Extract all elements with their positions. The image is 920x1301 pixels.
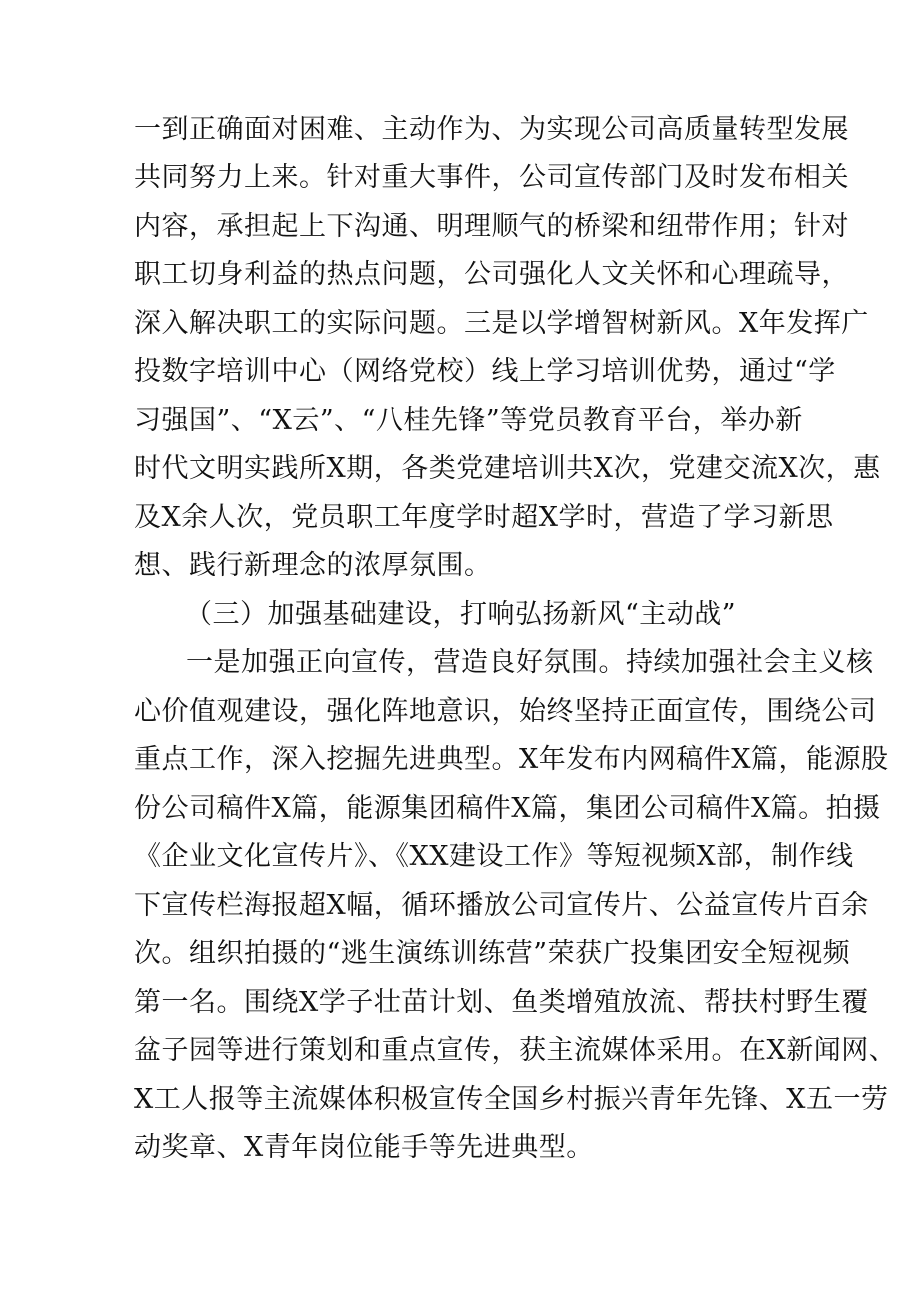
paragraph-2-line-6: 下宣传栏海报超X幅，循环播放公司宣传片、公益宣传片百余 <box>134 890 869 921</box>
paragraph-2-line-9: 盆子园等进行策划和重点宣传，获主流媒体采用。在X新闻网、 <box>134 1035 897 1066</box>
paragraph-2-line-10: X工人报等主流媒体积极宣传全国乡村振兴青年先锋、X五一劳 <box>134 1084 889 1115</box>
paragraph-2-line-8: 第一名。围绕X学子壮苗计划、鱼类增殖放流、帮扶村野生覆 <box>134 987 869 1018</box>
paragraph-2-line-11: 动奖章、X青年岗位能手等先进典型。 <box>134 1132 594 1163</box>
paragraph-1-line-3: 内容，承担起上下沟通、明理顺气的桥梁和纽带作用；针对 <box>134 211 849 242</box>
paragraph-1-line-6: 投数字培训中心（网络党校）线上学习培训优势，通过“学 <box>134 356 836 387</box>
paragraph-2-line-4: 份公司稿件X篇，能源集团稿件X篇，集团公司稿件X篇。拍摄 <box>134 793 881 824</box>
paragraph-1-line-9: 及X余人次，党员职工年度学时超X学时，营造了学习新思 <box>134 502 834 533</box>
paragraph-1-line-10: 想、践行新理念的浓厚氛围。 <box>134 550 492 581</box>
paragraph-1-line-4: 职工切身利益的热点问题，公司强化人文关怀和心理疏导， <box>134 259 849 290</box>
paragraph-1-line-1: 一到正确面对困难、主动作为、为实现公司高质量转型发展 <box>134 114 849 145</box>
paragraph-1-line-8: 时代文明实践所X期，各类党建培训共X次，党建交流X次，惠 <box>134 453 881 484</box>
paragraph-2-line-1: 一是加强正向宣传，营造良好氛围。持续加强社会主义核 <box>186 647 874 678</box>
paragraph-2-line-2: 心价值观建设，强化阵地意识，始终坚持正面宣传，围绕公司 <box>134 696 877 727</box>
paragraph-1-line-7: 习强国”、“X云”、“八桂先锋”等党员教育平台，举办新 <box>134 405 803 436</box>
paragraph-1-line-5: 深入解决职工的实际问题。三是以学增智树新风。X年发挥广 <box>134 308 869 339</box>
paragraph-2-line-5: 《企业文化宣传片》、《XX建设工作》等短视频X部，制作线 <box>134 841 854 872</box>
section-heading: （三）加强基础建设，打响弘扬新风“主动战” <box>185 599 737 630</box>
paragraph-2-line-3: 重点工作，深入挖掘先进典型。X年发布内网稿件X篇，能源股 <box>134 744 889 775</box>
paragraph-2-line-7: 次。组织拍摄的“逃生演练训练营”荣获广投集团安全短视频 <box>134 938 851 969</box>
paragraph-1-line-2: 共同努力上来。针对重大事件，公司宣传部门及时发布相关 <box>134 162 849 193</box>
